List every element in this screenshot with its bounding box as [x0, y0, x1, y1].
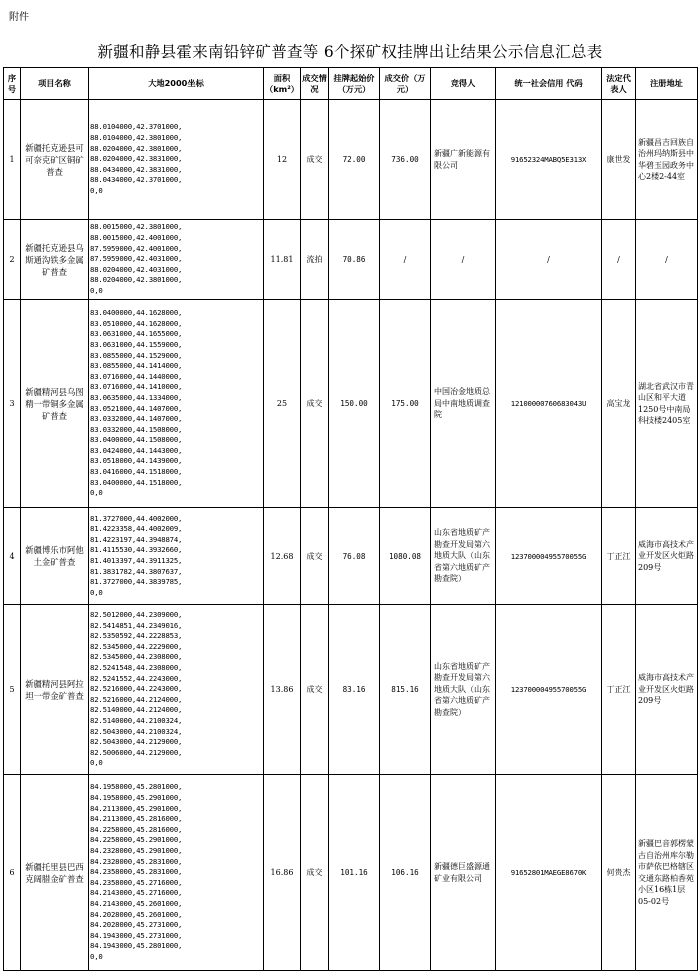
start-price-cell: 70.86	[329, 220, 380, 300]
status-cell: 成交	[301, 300, 329, 508]
winner-cell: 新疆德巨盛源通矿业有限公司	[431, 775, 496, 971]
legal-rep-cell: 丁正江	[602, 605, 636, 775]
address-cell: 新疆巴音郭楞蒙古自治州库尔勒市萨依巴格辖区交通东路柏香苑小区16栋1层05-02号	[636, 775, 698, 971]
header-legal-rep: 法定代表人	[602, 68, 636, 100]
header-address: 注册地址	[636, 68, 698, 100]
area-cell: 13.86	[264, 605, 301, 775]
area-cell: 12.68	[264, 508, 301, 605]
status-cell: 成交	[301, 775, 329, 971]
credit-code-cell: /	[496, 220, 602, 300]
header-credit-code: 统一社会信用 代码	[496, 68, 602, 100]
credit-code-cell: 91652324MABQ5E313X	[496, 100, 602, 220]
legal-rep-cell: 高宝龙	[602, 300, 636, 508]
credit-code-cell: 12100000760683043U	[496, 300, 602, 508]
deal-price-cell: 1080.08	[380, 508, 431, 605]
project-name-cell: 新疆精河县阿拉坦一带金矿普查	[21, 605, 89, 775]
project-name-cell: 新疆托克逊县可可奈克矿区铜矿普查	[21, 100, 89, 220]
header-winner: 竞得人	[431, 68, 496, 100]
header-deal-price: 成交价（万元）	[380, 68, 431, 100]
address-cell: 威海市高技术产业开发区火炬路209号	[636, 508, 698, 605]
winner-cell: 中国冶金地质总局中南地质调查院	[431, 300, 496, 508]
deal-price-cell: 106.16	[380, 775, 431, 971]
credit-code-cell: 12370000495570055G	[496, 508, 602, 605]
legal-rep-cell: 康世发	[602, 100, 636, 220]
coords-cell: 82.5012000,44.2309000, 82.5414851,44.2349016, 82.5350592,44.2228853, 82.5345000,44.2229000, 82.5345000,44.2308000, 82.5241548,44.2308000, 82.5241552,44.2243000, 82.5216000,44.2243000, 82.5216000,44.2124000, 82.5140000,44.2124000, 82.5140000,44.2100324, 82.5043000,44.2100324, 82.5043000,44.2129000, 82.5006000,44.2129000, 0,0	[89, 605, 264, 775]
coords-cell: 88.0015000,42.3801000, 88.0015000,42.4001000, 87.5959000,42.4001000, 87.5959000,42.4031000, 88.0204000,42.4031000, 88.0204000,42.3801000, 0,0	[89, 220, 264, 300]
header-row	[4, 68, 698, 100]
address-cell: 威海市高技术产业开发区火炬路209号	[636, 605, 698, 775]
start-price-cell: 72.00	[329, 100, 380, 220]
seq-cell: 3	[4, 300, 21, 508]
results-table	[3, 67, 698, 971]
header-area: 面积（km²）	[264, 68, 301, 100]
credit-code-cell: 91652801MAEGE8670K	[496, 775, 602, 971]
project-name-cell: 新疆博乐市阿他土金矿普查	[21, 508, 89, 605]
seq-cell: 6	[4, 775, 21, 971]
credit-code-cell: 12370000495570055G	[496, 605, 602, 775]
address-cell: 新疆昌吉回族自治州玛纳斯县中华碧玉园政务中心2楼2-44室	[636, 100, 698, 220]
coords-cell: 81.3727000,44.4002000, 81.4223358,44.4002009, 81.4223197,44.3948874, 81.4115530,44.3932660, 81.4013397,44.3911325, 81.3831782,44.3807637, 81.3727000,44.3839785, 0,0	[89, 508, 264, 605]
winner-cell: 山东省地质矿产勘查开发局第六地质大队（山东省第六地质矿产勘查院）	[431, 605, 496, 775]
table-row	[4, 300, 698, 508]
coords-cell: 84.1958000,45.2801000, 84.1958000,45.2901000, 84.2113000,45.2901000, 84.2113000,45.2816000, 84.2258000,45.2816000, 84.2258000,45.2901000, 84.2328000,45.2901000, 84.2328000,45.2831000, 84.2358000,45.2831000, 84.2358000,45.2716000, 84.2143000,45.2716000, 84.2143000,45.2601000, 84.2028000,45.2601000, 84.2028000,45.2731000, 84.1943000,45.2731000, 84.1943000,45.2801000, 0,0	[89, 775, 264, 971]
project-name-cell: 新疆精河县乌图精一带铜多金属矿普查	[21, 300, 89, 508]
start-price-cell: 150.00	[329, 300, 380, 508]
legal-rep-cell: /	[602, 220, 636, 300]
table-row	[4, 220, 698, 300]
legal-rep-cell: 何贵杰	[602, 775, 636, 971]
area-cell: 25	[264, 300, 301, 508]
status-cell: 成交	[301, 100, 329, 220]
status-cell: 流拍	[301, 220, 329, 300]
deal-price-cell: 815.16	[380, 605, 431, 775]
header-seq: 序号	[4, 68, 21, 100]
project-name-cell: 新疆托里县巴西克阔腊金矿普查	[21, 775, 89, 971]
seq-cell: 5	[4, 605, 21, 775]
deal-price-cell: 736.00	[380, 100, 431, 220]
area-cell: 12	[264, 100, 301, 220]
start-price-cell: 101.16	[329, 775, 380, 971]
header-coords: 大地2000坐标	[89, 68, 264, 100]
deal-price-cell: /	[380, 220, 431, 300]
winner-cell: 新疆广新能源有限公司	[431, 100, 496, 220]
coords-cell: 83.0400000,44.1628000, 83.0510000,44.1628000, 83.0631000,44.1655000, 83.0631000,44.1559000, 83.0855000,44.1529000, 83.0855000,44.1414000, 83.0716000,44.1440000, 83.0716000,44.1410000, 83.0635000,44.1334000, 83.0521000,44.1407000, 83.0332000,44.1407000, 83.0332000,44.1508000, 83.0400000,44.1508000, 83.0424000,44.1443000, 83.0518000,44.1439000, 83.0416000,44.1518000, 83.0400000,44.1518000, 0,0	[89, 300, 264, 508]
project-name-cell: 新疆托克逊县乌斯通沟铁多金属矿普查	[21, 220, 89, 300]
area-cell: 11.81	[264, 220, 301, 300]
status-cell: 成交	[301, 508, 329, 605]
seq-cell: 2	[4, 220, 21, 300]
address-cell: 湖北省武汉市青山区和平大道1250号中南局科技楼2405室	[636, 300, 698, 508]
table-row	[4, 508, 698, 605]
start-price-cell: 76.08	[329, 508, 380, 605]
header-name: 项目名称	[21, 68, 89, 100]
header-start-price: 挂牌起始价（万元）	[329, 68, 380, 100]
deal-price-cell: 175.00	[380, 300, 431, 508]
table-row	[4, 605, 698, 775]
winner-cell: /	[431, 220, 496, 300]
seq-cell: 1	[4, 100, 21, 220]
area-cell: 16.86	[264, 775, 301, 971]
page-title: 新疆和静县霍来南铅锌矿普查等 6个探矿权挂牌出让结果公示信息汇总表	[97, 43, 603, 61]
coords-cell: 88.0104000,42.3701000, 88.0104000,42.3801000, 88.0204000,42.3801000, 88.0204000,42.3831000, 88.0434000,42.3831000, 88.0434000,42.3701000, 0,0	[89, 100, 264, 220]
header-status: 成交情况	[301, 68, 329, 100]
winner-cell: 山东省地质矿产勘查开发局第六地质大队（山东省第六地质矿产勘查院）	[431, 508, 496, 605]
address-cell: /	[636, 220, 698, 300]
table-row	[4, 775, 698, 971]
status-cell: 成交	[301, 605, 329, 775]
attachment-label: 附件	[9, 12, 29, 23]
table-row	[4, 100, 698, 220]
legal-rep-cell: 丁正江	[602, 508, 636, 605]
seq-cell: 4	[4, 508, 21, 605]
start-price-cell: 83.16	[329, 605, 380, 775]
